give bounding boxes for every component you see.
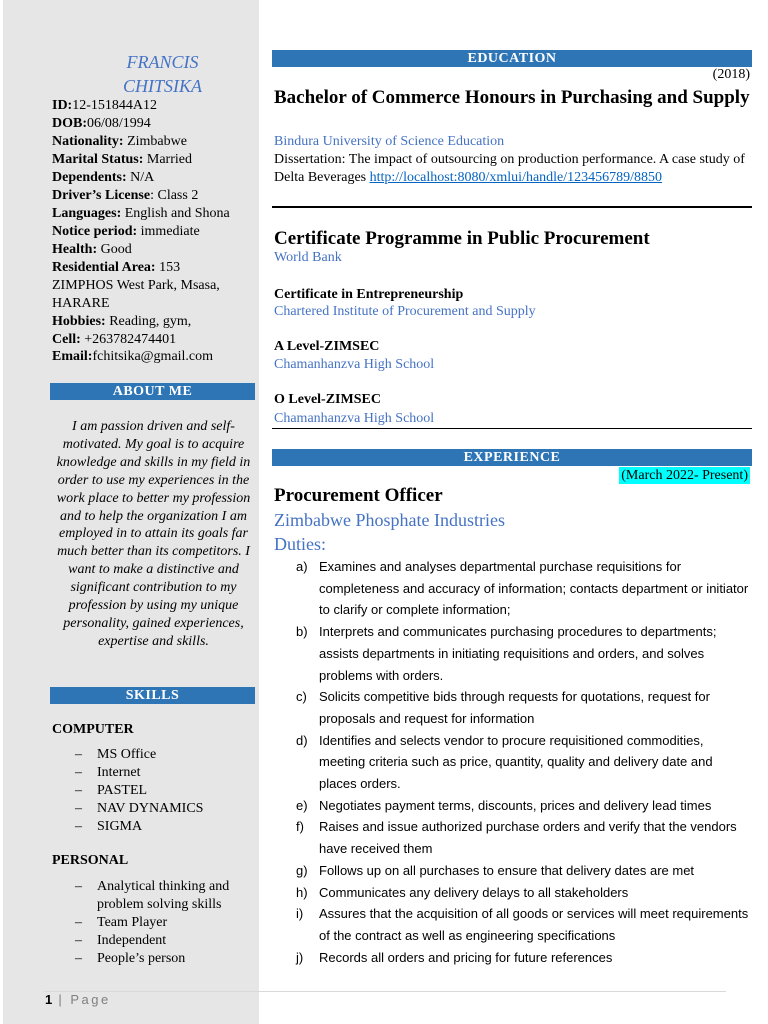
detail-drivers-license: Driver’s License: Class 2: [52, 188, 199, 203]
skill-item: – Independent: [75, 933, 167, 948]
name-last: CHITSIKA: [122, 76, 202, 96]
divider: [272, 428, 752, 429]
skill-item: – PASTEL: [75, 783, 148, 798]
education-heading: EDUCATION: [272, 50, 752, 67]
skill-item: – MS Office: [75, 747, 157, 762]
dissertation-link[interactable]: http://localhost:8080/xmlui/handle/123456789/8850: [369, 170, 663, 185]
university-name: Bindura University of Science Education: [274, 134, 505, 149]
skill-item: – Internet: [75, 765, 141, 780]
dissertation: Dissertation: The impact of outsourcing on production performance. A case study of Delta Beverages http://localhost:8080/xmlui/handle/123456789/8850: [274, 152, 745, 185]
cert-org: Chartered Institute of Procurement and Supply: [274, 304, 536, 319]
detail-marital-status: Marital Status: Married: [52, 152, 192, 167]
detail-email: Email:fchitsika@gmail.com: [52, 349, 214, 364]
job-title: Procurement Officer: [274, 485, 443, 506]
detail-dependents: Dependents: N/A: [52, 170, 155, 185]
duty-item: d) Identifies and selects vendor to procure requisitioned commodities, meeting criteria such as price, quantity, quality and delivery date and places orders.: [296, 732, 713, 792]
cert-title: A Level-ZIMSEC: [274, 339, 380, 354]
sidebar-edge: [0, 0, 3, 1024]
detail-languages: Languages: English and Shona: [52, 206, 230, 221]
skill-item: – People’s person: [75, 951, 186, 966]
duty-item: a) Examines and analyses departmental purchase requisitions for completeness and accuracy of information; contacts department or initiator to clarify or complete information;: [296, 559, 749, 618]
company-name: Zimbabwe Phosphate Industries: [274, 510, 505, 530]
skills-computer-heading: COMPUTER: [52, 722, 134, 737]
skills-heading: SKILLS: [50, 687, 255, 704]
education-year: (2018): [712, 67, 750, 82]
duties-list: [274, 556, 750, 968]
detail-cell: Cell: +263782474401: [52, 332, 177, 347]
degree-title: Bachelor of Commerce Honours in Purchasing and Supply: [274, 87, 750, 108]
skills-personal-heading: PERSONAL: [52, 853, 129, 868]
detail-health: Health: Good: [52, 242, 132, 257]
page-separator: |: [52, 992, 71, 1007]
duties-heading: Duties:: [274, 534, 326, 554]
page-number: 1: [45, 992, 53, 1007]
duty-item: b) Interprets and communicates purchasing procedures to departments; assists departments in initiating requisitions and orders, and solves problems with orders.: [296, 624, 717, 683]
skill-item: – Analytical thinking and problem solving skills: [75, 879, 230, 912]
detail-hobbies: Hobbies: Reading, gym,: [52, 314, 192, 329]
detail-dob: DOB:06/08/1994: [52, 116, 151, 131]
about-text: I am passion driven and self-motivated. My goal is to acquire knowledge and skills in my field in order to use my experiences in the work place to better my profession and to help the organization I am employed in to attain its goals far much better than its competitors. I want to make a distinctive and significant contribution to my profession by using my unique personality, gained experiences, expertise and skills.: [56, 419, 251, 649]
duty-item: h) Communicates any delivery delays to all stakeholders: [296, 884, 629, 900]
cert-title: Certificate in Entrepreneurship: [274, 287, 464, 302]
duty-item: g) Follows up on all purchases to ensure that delivery dates are met: [296, 862, 695, 878]
detail-nationality: Nationality: Zimbabwe: [52, 134, 187, 149]
cert-title: Certificate Programme in Public Procurement: [274, 228, 650, 249]
page-footer: [45, 992, 111, 1007]
duty-item: f) Raises and issue authorized purchase orders and verify that the vendors have received them: [296, 819, 737, 857]
cert-org: World Bank: [274, 250, 342, 265]
skill-item: – SIGMA: [75, 819, 143, 834]
skill-item: – NAV DYNAMICS: [75, 801, 204, 816]
detail-id: ID:12-151844A12: [52, 98, 158, 113]
duty-item: j) Records all orders and pricing for future references: [296, 949, 613, 965]
divider: [272, 206, 752, 208]
cert-title: O Level-ZIMSEC: [274, 392, 381, 407]
cert-org: Chamanhanzva High School: [274, 411, 435, 426]
detail-residential-area: Residential Area: 153 ZIMPHOS West Park, Msasa, HARARE: [52, 260, 220, 311]
experience-period: (March 2022- Present): [621, 468, 748, 483]
footer-divider: [44, 991, 726, 992]
page-word: Page: [70, 992, 111, 1007]
duty-item: i) Assures that the acquisition of all goods or services will meet requirements of the contract as well as engineering specifications: [296, 906, 749, 943]
skill-item: – Team Player: [75, 915, 168, 930]
detail-notice-period: Notice period: immediate: [52, 224, 200, 239]
cert-org: Chamanhanzva High School: [274, 357, 435, 372]
duty-item: c) Solicits competitive bids through requests for quotations, request for proposals and request for information: [296, 689, 710, 726]
experience-heading: EXPERIENCE: [272, 449, 752, 466]
name-first: FRANCIS: [126, 52, 199, 72]
about-heading: ABOUT ME: [50, 383, 255, 400]
duty-item: e) Negotiates payment terms, discounts, prices and delivery lead times: [296, 797, 712, 813]
